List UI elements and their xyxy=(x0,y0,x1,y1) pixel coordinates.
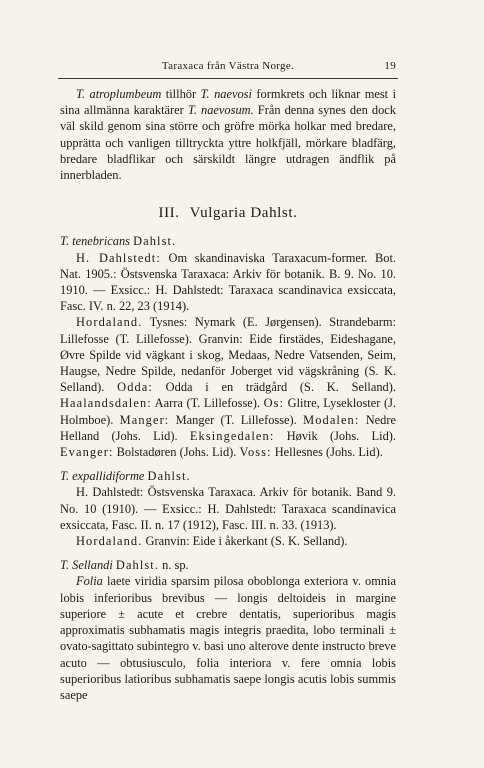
locality-paragraph: Hordaland. Granvin: Eide i åkerkant (S. K. Selland). xyxy=(76,534,348,549)
section-heading xyxy=(60,205,396,221)
page-number: 19 xyxy=(384,60,396,72)
species-name: T. tenebricans xyxy=(60,234,130,249)
species-heading xyxy=(60,233,396,249)
term-folia: Folia xyxy=(76,574,103,589)
species-author: Dahlst. xyxy=(147,469,191,484)
header-rule xyxy=(58,78,398,79)
running-title: Taraxaca från Västra Norge. xyxy=(161,60,295,72)
locality-region: Hordaland. xyxy=(76,534,143,549)
locality-paragraph: Hordaland. Tysnes: Nymark (E. Jørgensen). Strandebarm: Lillefosse (T. Lillefosse). Granvin: Eide firstädes, Eideshagane, Øvre Spilde vid vägkant i skog, Medaas, Nedre Vatsenden, Seim, Haugse, Nedre Spilde, nedanför Joberget vid vägskråning (S. K. Selland). Odda: Odda i en trädgård (S. K. Selland). Haalandsdalen: Aarra (T. Lillefosse). Os: Glitre, Lysekloster (J. Holmboe). Manger: Manger (T. Lillefosse). Modalen: Nedre Helland (Johs. Lid). Eksingedalen: Høvik (Johs. Lid). Evanger: Bolstadøren (Johs. Lid). Voss: Hellesnes (Johs. Lid). xyxy=(60,315,396,460)
species-suffix: n. sp. xyxy=(159,558,189,573)
species-heading xyxy=(60,468,396,484)
species-name: T. naevosi xyxy=(200,87,252,101)
section-numeral: III. xyxy=(158,205,180,222)
species-name: T. expallidiforme xyxy=(60,469,145,484)
running-header xyxy=(60,60,396,72)
species-name: T. atroplumbeum xyxy=(76,87,162,101)
species-name: T. Sellandi xyxy=(60,558,113,573)
reference-paragraph: H. Dahlstedt: Om skandinaviska Taraxacum-former. Bot. Nat. 1905.: Östsvenska Taraxaca: Arkiv för botanik. B. 9. No. 10. 1910. — Exsicc.: H. Dahlstedt: Taraxaca scandinavica exsiccata, Fasc. IV. n. 22, 23 (1914). xyxy=(60,250,396,314)
description-paragraph: Folia laete viridia sparsim pilosa oboblonga exteriora v. omnia lobis inferioribus brevibus — longis deltoideis in margine superiore ± acute et crebre dentatis, superioribus magis approximatis subhamatis magis integris praedita, lobo terminali ± ovato-sagittato subintegro v. basi uno alterove dente instructo breve acuto — obtusiusculo, folia interiora v. fere omnia lobis superioribus latioribus subhamatis saepe longis acutis lobis summis saepe xyxy=(60,574,396,702)
species-author: Dahlst. xyxy=(133,234,177,249)
species-author: Dahlst. xyxy=(115,558,160,573)
reference-paragraph: H. Dahlstedt: Östsvenska Taraxaca. Arkiv för botanik. Band 9. No. 10 (1910). — Exsicc.: H. Dahlstedt: Taraxaca scandinavica exsiccata, Fasc. II. n. 17 (1912), Fasc. III. n. 33. (1913). xyxy=(60,485,396,532)
intro-paragraph: T. atroplumbeum tillhör T. naevosi formkrets och liknar mest i sina allmänna karaktärer T. naevosum. Från denna synes den dock väl skild genom sina större och gröfre mörka holkar med bredare, upprätta och vanligen tilltryckta yttre holkfjäll, mörkare bladfärg, bredare bladflikar och särskildt längre utdragen ändflik på innerbladen. xyxy=(60,87,397,183)
species-name: T. naevosum. xyxy=(187,103,254,118)
species-heading xyxy=(60,557,396,573)
section-name: Vulgaria xyxy=(189,205,247,222)
body-text xyxy=(60,86,396,703)
section-author: Dahlst. xyxy=(250,205,298,222)
locality-region: Hordaland. xyxy=(76,315,143,330)
